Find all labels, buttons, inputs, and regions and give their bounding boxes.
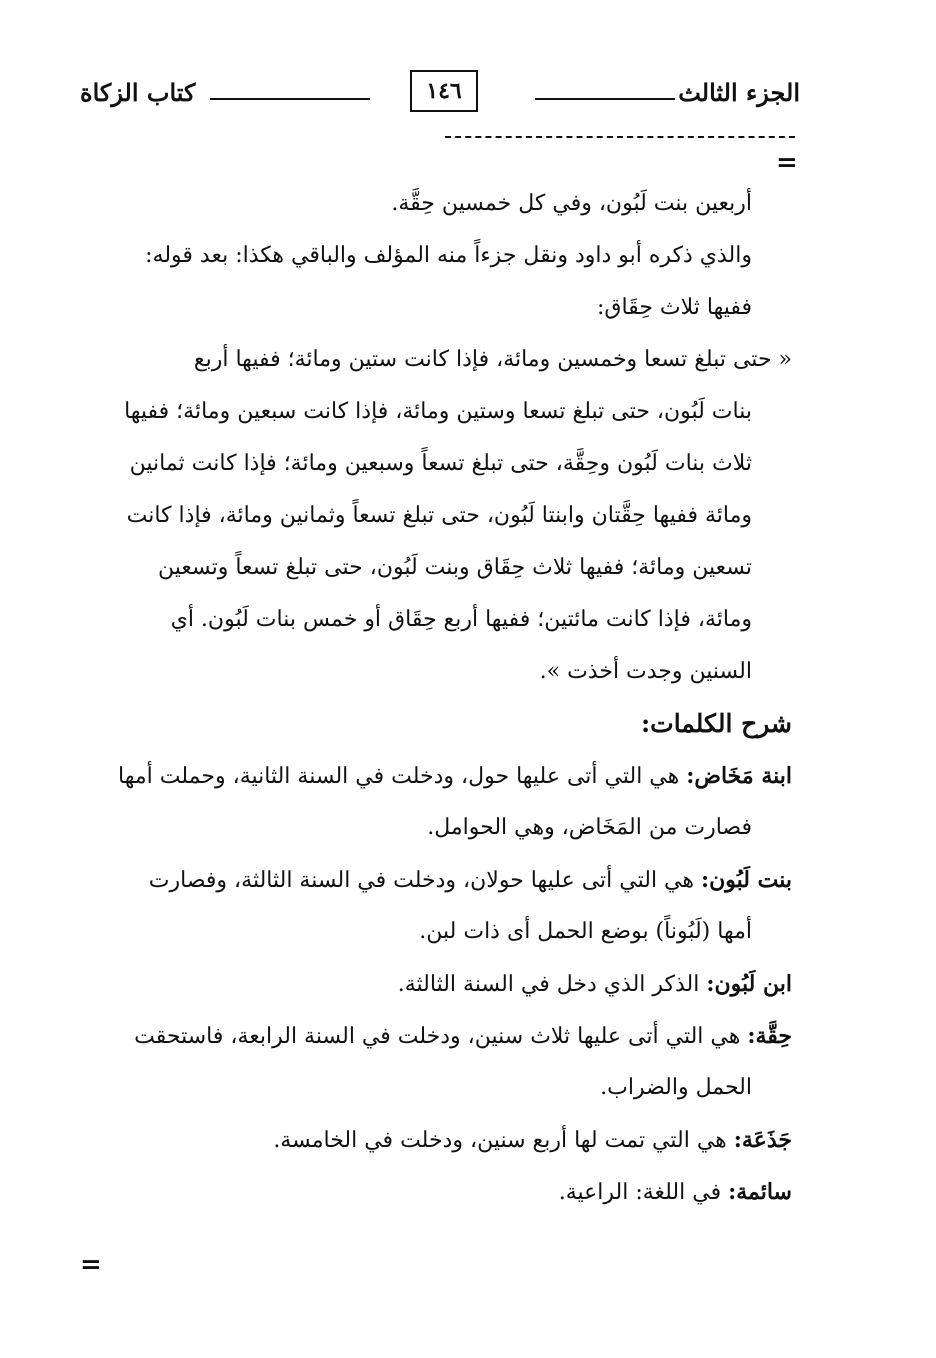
section-heading: شرح الكلمات: — [640, 709, 792, 738]
definition-line — [80, 854, 792, 906]
hadith-line: ثلاث بنات لَبُون وحِقَّة، حتى تبلغ تسعاً وسبعين ومائة؛ فإذا كانت ثمانين — [129, 451, 752, 476]
definition-line — [80, 1166, 792, 1218]
definition-text: هي التي أتى عليها حولان، ودخلت في السنة الثالثة، وفصارت — [148, 868, 694, 893]
definition-line — [80, 958, 792, 1010]
definition-text: هي التي أتى عليها حول، ودخلت في السنة الثانية، وحملت أمها — [118, 764, 680, 789]
text-line: ففيها ثلاث حِقَاق: — [597, 295, 752, 320]
definition-text: في اللغة: الراعية. — [558, 1180, 722, 1205]
continuation-mark-bottom: = — [80, 1250, 102, 1280]
definition-term: ابن لَبُون: — [706, 971, 792, 997]
hadith-line: السنين وجدت أخذت ». — [539, 659, 752, 684]
hadith-line: ومائة ففيها حِقَّتان وابنتا لَبُون، حتى تبلغ تسعاً وثمانين ومائة، فإذا كانت — [126, 503, 752, 528]
hadith-line: « حتى تبلغ تسعا وخمسين ومائة، فإذا كانت ستين ومائة؛ ففيها أربع — [193, 347, 792, 372]
definition-line: الحمل والضراب. — [600, 1075, 752, 1100]
continuation-dashed-rule — [445, 136, 795, 138]
continuation-mark-top: = — [776, 148, 798, 178]
definition-line — [80, 1114, 792, 1166]
definition-term: حِقَّة: — [747, 1023, 792, 1049]
book-title: كتاب الزكاة — [80, 78, 196, 107]
text-line: أربعين بنت لَبُون، وفي كل خمسين حِقَّة. — [391, 191, 752, 216]
definition-line: فصارت من المَخَاض، وهي الحوامل. — [427, 815, 752, 840]
header-rule-left — [210, 98, 370, 100]
text-line: والذي ذكره أبو داود ونقل جزءاً منه المؤلف والباقي هكذا: بعد قوله: — [145, 243, 752, 268]
page-header — [80, 70, 800, 120]
definition-term: سائمة: — [728, 1179, 792, 1205]
definition-line: أمها (لَبُوناً) بوضع الحمل أى ذات لبن. — [419, 919, 752, 944]
hadith-line: ومائة، فإذا كانت مائتين؛ ففيها أربع حِقَاق أو خمس بنات لَبُون. أي — [170, 607, 752, 632]
hadith-line: بنات لَبُون، حتى تبلغ تسعا وستين ومائة، فإذا كانت سبعين ومائة؛ ففيها — [124, 399, 752, 424]
part-title: الجزء الثالث — [678, 78, 800, 107]
header-rule-right — [535, 98, 675, 100]
hadith-line: تسعين ومائة؛ ففيها ثلاث حِقَاق وبنت لَبُون، حتى تبلغ تسعاً وتسعين — [157, 555, 752, 580]
definition-line — [80, 750, 792, 802]
definition-text: هي التي أتى عليها ثلاث سنين، ودخلت في السنة الرابعة، فاستحقت — [134, 1024, 741, 1049]
definition-term: جَذَعَة: — [733, 1127, 792, 1153]
definition-term: بنت لَبُون: — [700, 867, 792, 893]
definition-text: هي التي تمت لها أربع سنين، ودخلت في الخامسة. — [273, 1128, 727, 1153]
page-body — [80, 178, 792, 1218]
definition-line — [80, 1010, 792, 1062]
definition-text: الذكر الذي دخل في السنة الثالثة. — [397, 972, 700, 997]
page-number: ١٤٦ — [410, 70, 478, 112]
definition-term: ابنة مَخَاض: — [686, 763, 792, 789]
